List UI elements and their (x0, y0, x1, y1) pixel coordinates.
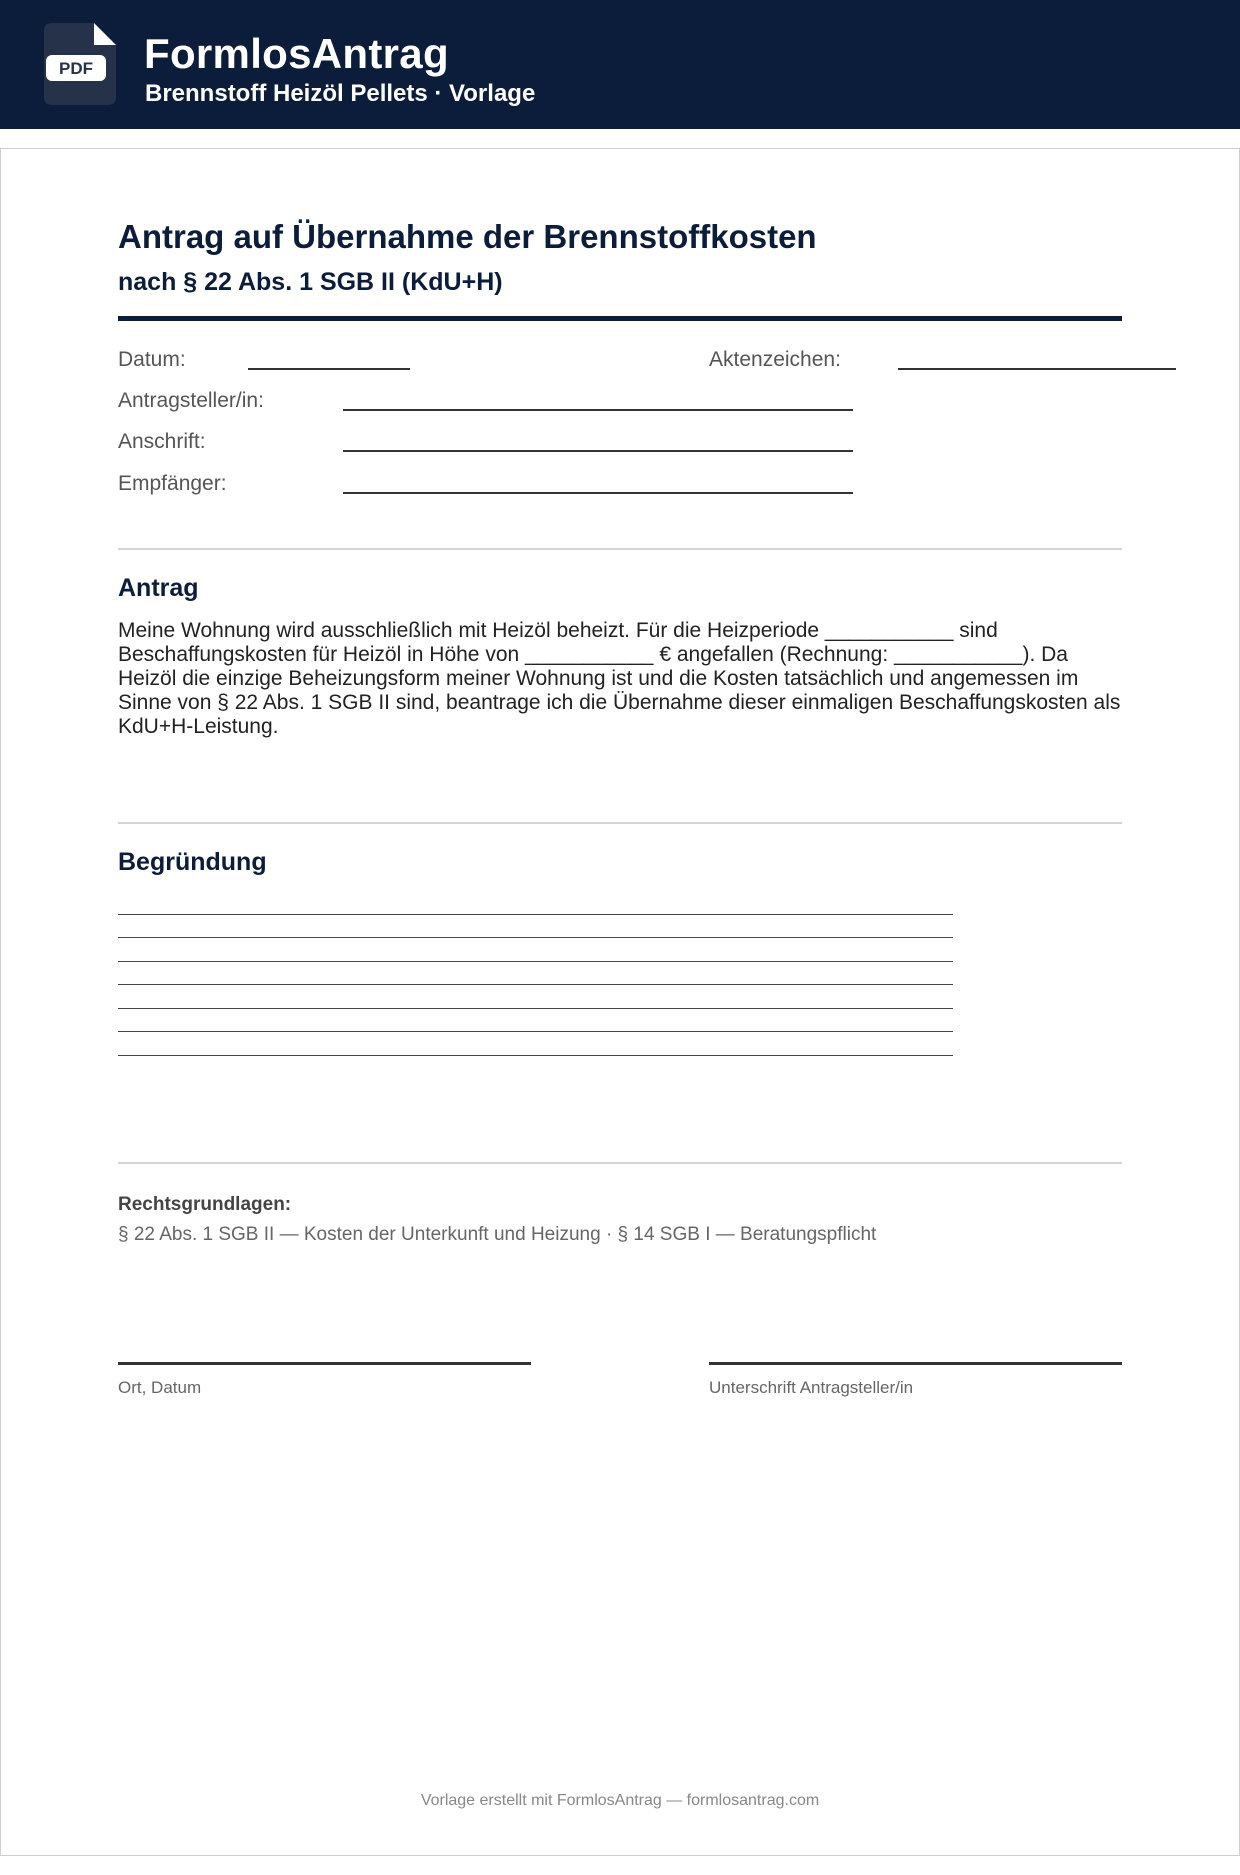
antragsteller-label: Antragsteller/in: (118, 389, 264, 412)
document-title: Antrag auf Übernahme der Brennstoffkosten (118, 218, 817, 255)
ort-datum-caption: Ort, Datum (118, 1378, 202, 1397)
rechtsgrundlagen-heading: Rechtsgrundlagen: (118, 1194, 292, 1215)
antrag-text: Meine Wohnung wird ausschließlich mit Heizöl beheizt. Für die Heizperiode ___________ sind Beschaffungskosten für Heizöl in Höhe von ___________ € angefallen (Rechnung: ___________). Da Heizöl die einzige Beheizungsform meiner Wohnung ist und die Kosten tatsächlich und angemessen im Sinne von § 22 Abs. 1 SGB II sind, beantrage ich die Übernahme dieser einmaligen Beschaffungskosten als KdU+H-Leistung. (118, 619, 1121, 738)
rechtsgrundlagen-text: § 22 Abs. 1 SGB II — Kosten der Unterkunft und Heizung · § 14 SGB I — Beratungspflicht (118, 1224, 877, 1245)
begruendung-line[interactable] (118, 961, 953, 962)
footer-credit: Vorlage erstellt mit FormlosAntrag — formlosantrag.com (420, 1792, 820, 1809)
antragsteller-field[interactable] (343, 409, 853, 411)
datum-field[interactable] (248, 368, 410, 370)
title-divider (118, 316, 1122, 321)
ort-datum-line[interactable] (118, 1362, 531, 1365)
pdf-icon-label: PDF (59, 59, 93, 78)
begruendung-heading: Begründung (118, 848, 267, 876)
aktenzeichen-field[interactable] (898, 368, 1176, 370)
empfaenger-label: Empfänger: (118, 472, 227, 495)
begruendung-line[interactable] (118, 1031, 953, 1032)
section-divider (118, 822, 1122, 824)
empfaenger-field[interactable] (343, 492, 853, 494)
begruendung-line[interactable] (118, 1055, 953, 1056)
anschrift-field[interactable] (343, 450, 853, 452)
begruendung-line[interactable] (118, 937, 953, 938)
antrag-heading: Antrag (118, 574, 199, 602)
pdf-file-icon (44, 23, 116, 105)
signature-caption: Unterschrift Antragsteller/in (709, 1378, 914, 1397)
aktenzeichen-label: Aktenzeichen: (709, 348, 841, 371)
document-subtitle: nach § 22 Abs. 1 SGB II (KdU+H) (118, 268, 503, 296)
top-banner (0, 0, 1240, 129)
begruendung-line[interactable] (118, 1008, 953, 1009)
section-divider (118, 548, 1122, 550)
begruendung-line[interactable] (118, 984, 953, 985)
signature-line[interactable] (709, 1362, 1122, 1365)
brand-title: FormlosAntrag (144, 30, 449, 77)
section-divider (118, 1162, 1122, 1164)
datum-label: Datum: (118, 348, 186, 371)
brand-subtitle: Brennstoff Heizöl Pellets · Vorlage (145, 80, 536, 107)
anschrift-label: Anschrift: (118, 430, 206, 453)
begruendung-line[interactable] (118, 914, 953, 915)
